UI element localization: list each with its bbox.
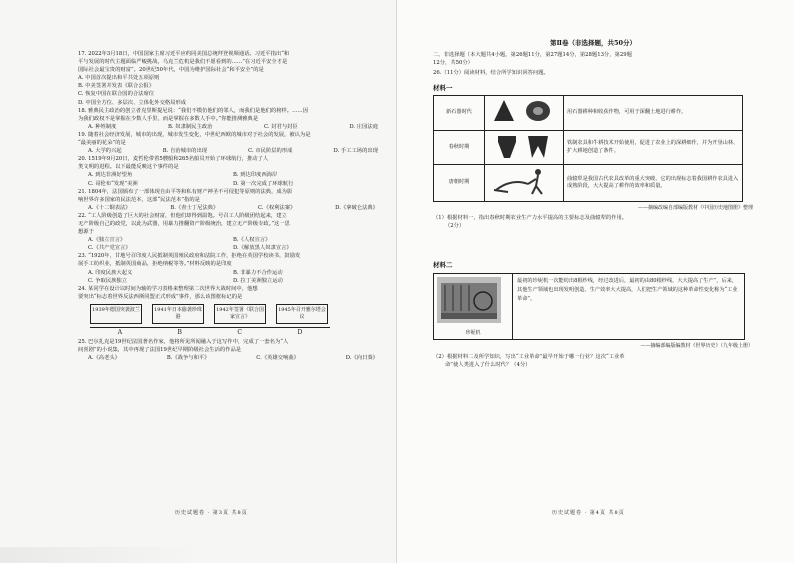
subquestion-2-line2: 命”使人类进入了什么时代？（4分） [445,362,531,369]
q21-stem-line2: 响世界许多国家的民法范本，这部“民法范本”指的是 [78,196,200,203]
q19-option-d: D. 手工工场的出现 [333,148,378,155]
right-page-footer: 历史试题卷 · 第4页 共8页 [552,510,625,516]
subquestion-1-line1: （1）根据材料一，指出春秋时期农业生产力水平提高的主要标志及曲辕犁的作用。 [433,214,628,221]
q23-option-c: C. 争取民族独立 [88,277,128,284]
material-two-source: ——摘编部编版编教材《世界历史》（九年级上册） [640,342,753,349]
q22-stem-line1: 22. “工人阶级创造了巨大的社会财富，但他们却得到温饱。号召工人阶级团结起来，建立 [78,212,287,219]
period-cell: 春秋时期 [434,130,485,165]
q18-option-a: A. 种姓制度 [88,123,117,130]
timeline-letters [90,329,330,336]
q20-options-row1 [78,171,378,179]
q21-option-b: B.《查士丁尼法典》 [170,204,219,211]
left-page-footer: 历史试题卷 · 第3页 共8页 [175,510,248,516]
timeline-box-1939: 1939年德国突袭波兰 [90,304,142,324]
material-one-source: ——摘编改编自部编版教材《中国历史地图册》整理 [637,204,753,211]
q22-options-row2 [78,244,378,252]
period-cell: 新石器时代 [434,96,485,131]
q25-stem-line2: 间喜剧”的小说集，其中再现了法国19世纪早期阶级社会生活的作品是 [78,347,242,353]
part-two-title: 第Ⅱ卷（非选择题，共50分） [549,39,637,47]
q19-stem-line2: “最美丽的花朵”的是 [78,140,126,147]
q23-option-a: A. 印度民族大起义 [88,269,133,276]
curved-plough-image [485,165,564,202]
spinning-jenny-caption: 珍妮机 [465,329,481,336]
q24-stem-line1: 24. 某同学在设计以时间为轴的学习表格来整理第二次世界大战时间中，他想 [78,285,258,292]
material-one-label: 材料一 [433,84,453,93]
q24-stem-line2: 要突出“标志着世界反法西斯同盟正式形成”事件，那么该图框标记的是 [78,293,243,300]
q22-option-b: B.《人权宣言》 [233,237,271,244]
material-two-text: 最初的珍妮机一次能纺出8根纱线，经过改进后，最初的由80根纱线，大大提高了生产”，后来，其他生产领域也出现发明创造。生产效率大大提高，人们把生产领域的这种革命性变化称为“工业革命”。 [517,277,738,302]
section-heading-line2: 12分，共50分） [433,60,473,67]
q18-options [78,123,378,131]
description-cell: 用石器耕种和收获作物，可用于深翻土地进行耕作。 [564,96,743,131]
q22-option-d: D.《解放黑人奴隶宣言》 [233,245,292,252]
q19-option-b: B. 自治城市的出现 [162,148,208,155]
period-cell: 唐朝时期 [434,165,485,202]
q18-option-b: B. 奴隶制民主政治 [168,123,213,130]
timeline-letter-c: C [237,328,242,336]
q17-option-c: C. 恢复中国在联合国的合法席位 [78,91,155,98]
q22-stem-line2: 无产阶级自己的政党，以此为武器，用暴力推翻资产阶级统治，建立无产阶级专政。”这一思 [78,220,290,227]
timeline-letter-b: B [177,328,182,336]
material-two-box [433,273,745,340]
section-heading-line1: 二、非选择题（本大题共4小题，第26题11分，第27题14分，第28题13分，第29题 [433,52,632,58]
q20-option-b: B. 到达印度西海岸 [233,172,278,179]
q19-option-c: C. 市民阶层的形成 [248,148,293,155]
timeline-box-1942: 1942年签署《联合国家宣言》 [214,304,266,324]
material-two-label: 材料二 [433,260,453,269]
description-cell: 曲辕犁是我国古代农具改革的重大突破，它的出现标志着我国耕作农具进入成熟阶段，大大提高了耕作的效率和质量。 [564,165,743,202]
q21-options [78,204,378,212]
q22-options-row1 [78,236,378,244]
stone-tools-icon [488,97,558,125]
timeline-letter-d: D [297,328,303,336]
description-cell: 铁制农具和牛耕技术开始使用，促进了农业上的深耕细作，并为开垦山林、扩大耕地创造了条件。 [564,130,743,165]
table-row-neolithic [434,96,743,131]
q19-option-a: A. 大学的兴起 [88,148,122,155]
q22-option-a: A.《独立宣言》 [88,237,126,244]
scan-shadow [0,547,200,563]
q18-option-d: D. 庄园法庭 [349,123,378,130]
subquestion-1-line2: （2分） [445,222,465,229]
iron-plough-icon [488,132,558,160]
curved-plough-icon [488,166,558,196]
left-question-column [78,50,378,362]
q21-option-d: D.《拿破仑法典》 [335,204,378,211]
q20-option-a: A. 到达非洲好望角 [88,172,133,179]
q23-options-row1 [78,269,378,277]
material-one-table [433,95,743,202]
q17-option-d: D. 中国全方位、多层次、立体化外交格局形成 [78,99,187,106]
q17-stem-line3: 国际社会最宝贵的财富”。20世纪50年代，中国为维护国际社会“和平安全”的是 [78,67,264,74]
spinning-jenny-panel [434,274,513,339]
table-row-tang [434,165,743,202]
q23-option-b: B. 非暴力不合作运动 [233,269,283,276]
q17-option-b: B. 中美签署并发表《联合公报》 [78,83,155,90]
spinning-jenny-icon [437,277,501,323]
q25-option-a: A.《高老头》 [88,355,120,362]
iron-tools-image [485,130,564,165]
timeline-box-1945: 1945年召开雅尔塔会议 [276,304,328,324]
right-question-column [433,38,753,369]
q20-stem-line1: 20. 1519年9月20日，麦哲伦带着5艘船和265名船员开始了环球航行，推动了人 [78,156,269,163]
right-exam-page [397,0,794,563]
q23-options-row2 [78,277,378,285]
q21-option-a: A.《十二铜表法》 [88,204,131,211]
q20-stem-line2: 类文明的进程。以下最能反映这个事件的是 [78,164,179,171]
q21-stem-line1: 21. 1804年，法国颁布了一部体现自由平等和私有财产神圣不可侵犯等原则的法典，成为影 [78,188,293,195]
stone-tools-image [485,96,564,131]
q23-stem-line1: 23. “1920年，甘地号召印度人民抵制英国殖民政府和法院工作，拒绝在英国学校读书，鼓励发 [78,253,301,260]
q22-stem-line3: 想源于 [78,229,94,236]
q17-stem-line1: 17. 2022年3月18日，中国国家主席习近平应约同美国总统拜登视频通话。习近平指出“和 [78,51,290,57]
q22-option-c: C.《共产党宣言》 [88,245,131,252]
q23-stem-line2: 展手工纺织业，抵制英国商品，拒绝纳税等等。”材料反映的是印度 [78,261,232,268]
q17-option-a: A. 中国首次提出和平共处五项原则 [78,75,160,82]
q25-stem-line1: 25. 巴尔扎克是19世纪法国著名作家，他将所见所闻融入于这写作中，完成了一套名为“人 [78,338,289,345]
table-row-spring-autumn [434,130,743,165]
q19-options [78,147,378,155]
timeline-box-1941: 1941年日本偷袭珍珠港 [152,304,204,324]
subquestion-2-line1: （2）根据材料二及所学知识，写出“工业革命”最早开始于哪一行业？这次“工业革 [433,353,625,360]
q24-timeline-boxes [90,304,378,324]
q25-option-d: D.《向日葵》 [345,355,378,362]
timeline-letter-a: A [117,328,123,336]
q23-option-d: D. 拉丁美洲独立运动 [233,277,283,284]
q20-option-c: C. 哥伦布“发现”美洲 [88,180,138,187]
q26-stem: 26.（11分）阅读材料，结合所学知识回答问题。 [433,70,549,77]
q25-option-b: B.《战争与和平》 [166,355,210,362]
q18-stem-line2: 为我们政权不是掌握在少数人手里，而是掌握在多数人手中。”你能推测雅典是 [78,115,259,122]
q20-options-row2 [78,180,378,188]
q18-option-c: C. 封君与封臣 [264,123,298,130]
q17-stem-line2: 平与发展的时代主题面临严峻挑战，乌克兰危机是我们不愿看到的……”在习近平安全才是 [78,59,288,66]
q25-options [78,354,378,362]
q19-stem-line1: 19. 随着社会经济发展，城市的出现，城市发生变化，中世纪西欧的城市对于社会的发展，被认为是 [78,131,311,138]
q21-option-c: C.《权利法案》 [258,204,296,211]
q25-option-c: C.《英雄交响曲》 [256,355,299,362]
q18-stem-line1: 18. 雅典民主政治的创立者克里斯提尼说：“我们不模仿他们的邻人，而我们是他们的榜样。……因 [78,107,308,114]
timeline-line [90,327,330,328]
q24-timeline-axis [90,324,330,338]
q20-option-d: D. 第一次完成了环球航行 [233,180,294,187]
